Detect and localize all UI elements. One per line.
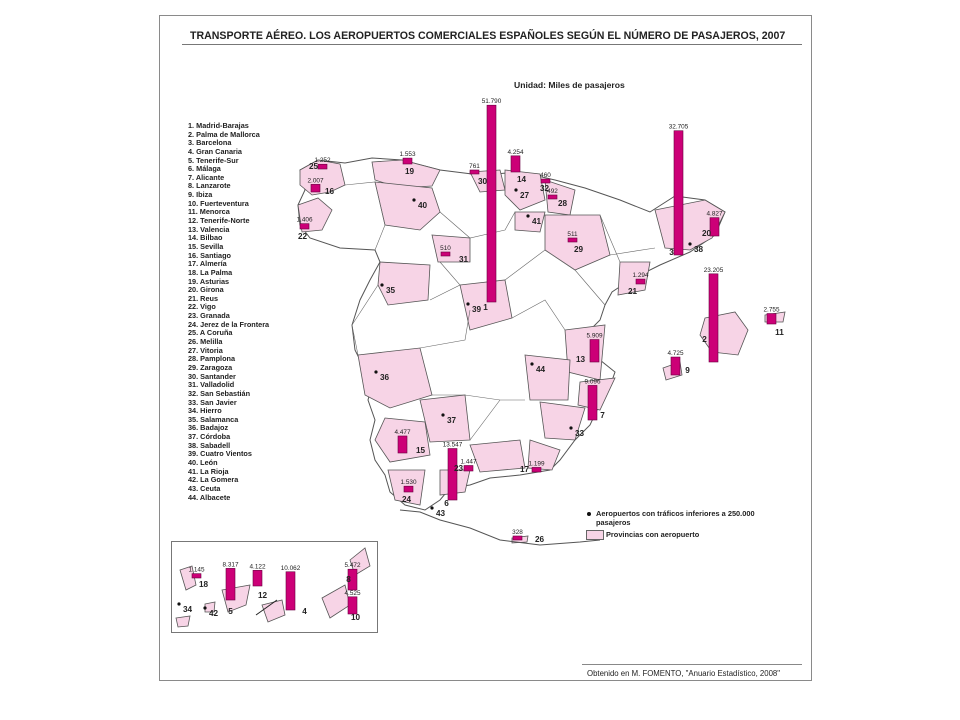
airport-number-label: 13 — [575, 355, 586, 364]
small-airport-marker-icon — [526, 214, 529, 217]
small-airport-marker-icon — [514, 188, 517, 191]
legend-item: 8. Lanzarote — [188, 181, 231, 191]
province-swatch-icon — [586, 530, 604, 540]
province-albacete — [525, 355, 570, 400]
airport-number-label: 16 — [324, 187, 335, 196]
bar-value-label: 5.909 — [586, 332, 603, 340]
small-airport-marker-icon — [569, 426, 572, 429]
legend-item: 34. Hierro — [188, 406, 222, 416]
bar-airport-11 — [767, 314, 776, 324]
map-title: TRANSPORTE AÉREO. LOS AEROPUERTOS COMERCIALES ESPAÑOLES SEGÚN EL NÚMERO DE PASAJEROS, 2007 — [190, 30, 786, 42]
legend-item: 28. Pamplona — [188, 354, 236, 364]
bar-value-label: 2.755 — [763, 306, 780, 314]
small-airport-marker-icon — [530, 362, 533, 365]
airport-number-label: 1 — [483, 303, 488, 312]
bar-airport-29 — [568, 238, 577, 242]
legend-item: 3. Barcelona — [188, 138, 232, 148]
bar-airport-1 — [487, 105, 496, 302]
legend-item: 15. Sevilla — [188, 241, 224, 251]
legend-item: 32. San Sebastián — [188, 388, 251, 398]
legend-item: 19. Asturias — [188, 276, 230, 286]
region-number-label: 37 — [447, 416, 457, 425]
legend-item: 14. Bilbao — [188, 233, 223, 243]
legend-item: 43. Ceuta — [188, 483, 221, 493]
region-number-label: 38 — [694, 245, 704, 254]
legend-item: 38. Sabadell — [188, 440, 231, 450]
region-number-label: 41 — [532, 217, 542, 226]
airport-number-label: 8 — [346, 575, 351, 584]
bar-airport-9 — [671, 357, 680, 375]
bar-value-label: 13.547 — [442, 441, 463, 449]
airport-number-label: 29 — [573, 245, 584, 254]
bar-value-label: 510 — [440, 245, 451, 252]
region-number-label: 35 — [386, 286, 396, 295]
legend-item: 27. Vitoria — [188, 345, 223, 355]
legend-item: 31. Valladolid — [188, 380, 235, 390]
airport-number-label: 3 — [669, 248, 674, 257]
bar-value-label: 4.525 — [344, 589, 361, 597]
province-salamanca — [378, 262, 430, 305]
bar-value-label: 10.062 — [280, 564, 301, 572]
legend-item: 17. Almería — [188, 259, 227, 269]
legend-item: 16. Santiago — [188, 250, 231, 260]
bar-airport-19 — [403, 158, 412, 164]
bar-airport-13 — [590, 340, 599, 362]
airport-number-label: 2 — [702, 335, 707, 344]
small-airport-marker-icon — [380, 283, 383, 286]
legend-item: 22. Vigo — [188, 302, 216, 312]
bar-value-label: 8.317 — [222, 561, 239, 569]
north-africa-coast — [400, 510, 600, 545]
bar-airport-6 — [448, 449, 457, 500]
bar-value-label: 32.705 — [668, 123, 689, 131]
key-provinces: Provincias con aeropuerto — [606, 530, 700, 539]
airport-number-label: 22 — [297, 232, 308, 241]
airport-number-label: 12 — [257, 591, 268, 600]
legend-item: 9. Ibiza — [188, 190, 213, 200]
bar-airport-21 — [636, 279, 645, 284]
source-note: Obtenido en M. FOMENTO, "Anuario Estadístico, 2008" — [587, 669, 781, 678]
legend-item: 5. Tenerife-Sur — [188, 155, 239, 165]
legend-item: 12. Tenerife-Norte — [188, 216, 250, 226]
legend-item: 20. Girona — [188, 285, 224, 295]
airport-number-label: 11 — [775, 328, 784, 337]
legend-item: 30. Santander — [188, 371, 236, 381]
bar-airport-26 — [513, 536, 522, 540]
airport-number-label: 6 — [444, 499, 449, 508]
bar-value-label: 9.096 — [584, 378, 601, 386]
airport-number-label: 19 — [404, 167, 415, 176]
bar-value-label: 1.145 — [188, 566, 205, 574]
airport-number-label: 9 — [685, 366, 690, 375]
province-granada — [470, 440, 525, 472]
airport-number-label: 26 — [534, 535, 545, 544]
bar-value-label: 2.007 — [307, 177, 324, 185]
legend-item: 6. Málaga — [188, 164, 221, 174]
bar-value-label: 4.122 — [249, 563, 266, 571]
legend-item: 24. Jerez de la Frontera — [188, 319, 270, 329]
region-number-label: 36 — [380, 373, 390, 382]
legend-item: 18. La Palma — [188, 267, 233, 277]
bar-airport-25 — [318, 164, 327, 169]
bar-value-label: 51.790 — [481, 98, 502, 106]
canary-inset-frame — [171, 541, 378, 633]
region-number-label: 44 — [536, 365, 546, 374]
bar-value-label: 1.406 — [296, 216, 313, 224]
bar-value-label: 4.725 — [667, 350, 684, 358]
bar-value-label: 23.205 — [703, 266, 724, 274]
bar-airport-20 — [710, 218, 719, 236]
bar-airport-30 — [470, 170, 479, 174]
bar-airport-17 — [532, 467, 541, 472]
bar-airport-24 — [404, 486, 413, 492]
bar-value-label: 1.294 — [632, 272, 649, 280]
legend-item: 21. Reus — [188, 293, 219, 303]
legend-item: 2. Palma de Mallorca — [188, 129, 260, 139]
airport-number-label: 20 — [701, 229, 712, 238]
bar-airport-2 — [709, 274, 718, 362]
small-airport-marker-icon — [430, 506, 433, 509]
small-airport-marker-icon — [374, 370, 377, 373]
bar-airport-23 — [464, 466, 473, 471]
bar-value-label: 460 — [540, 172, 551, 179]
legend-item: 29. Zaragoza — [188, 362, 233, 372]
bar-value-label: 1.252 — [314, 157, 331, 165]
airport-number-label: 5 — [228, 607, 233, 616]
airport-number-label: 17 — [519, 465, 530, 474]
small-airport-dot-icon — [587, 512, 591, 516]
bar-value-label: 1.553 — [399, 151, 416, 159]
airport-number-label: 21 — [627, 287, 638, 296]
bar-value-label: 511 — [567, 231, 578, 238]
legend-item: 39. Cuatro Vientos — [188, 449, 252, 459]
airport-number-label: 18 — [198, 580, 209, 589]
bar-airport-32 — [541, 179, 550, 183]
bar-airport-16 — [311, 184, 320, 192]
small-airport-marker-icon — [466, 302, 469, 305]
legend-item: 33. San Javier — [188, 397, 237, 407]
legend-item: 40. León — [188, 457, 218, 467]
unit-label: Unidad: Miles de pasajeros — [514, 80, 625, 90]
region-number-label: 34 — [183, 605, 193, 614]
region-number-label: 27 — [520, 191, 530, 200]
small-airport-marker-icon — [412, 198, 415, 201]
bar-value-label: 4.477 — [394, 428, 411, 436]
legend-item: 41. La Rioja — [188, 466, 229, 476]
region-number-label: 40 — [418, 201, 428, 210]
airport-number-label: 25 — [308, 162, 319, 171]
legend-item: 23. Granada — [188, 311, 230, 321]
airport-number-label: 28 — [557, 199, 568, 208]
bar-value-label: 761 — [469, 163, 480, 170]
legend-item: 10. Fuerteventura — [188, 198, 249, 208]
airport-number-label: 4 — [302, 607, 307, 616]
legend-item: 25. A Coruña — [188, 328, 233, 338]
bar-value-label: 1.199 — [528, 460, 545, 468]
region-number-label: 42 — [209, 609, 219, 618]
small-airport-marker-icon — [688, 242, 691, 245]
bar-value-label: 328 — [512, 529, 523, 536]
island-mallorca — [700, 312, 748, 355]
small-airport-marker-icon — [441, 413, 444, 416]
bar-airport-28 — [548, 195, 557, 199]
bar-airport-14 — [511, 156, 520, 172]
legend-item: 36. Badajoz — [188, 423, 229, 433]
legend-item: 7. Alicante — [188, 172, 225, 182]
airport-number-label: 23 — [453, 464, 464, 473]
legend-item: 35. Salamanca — [188, 414, 239, 424]
source-divider — [582, 664, 802, 665]
bar-airport-7 — [588, 385, 597, 420]
airport-number-label: 10 — [350, 613, 361, 622]
airport-number-label: 14 — [516, 175, 527, 184]
bar-value-label: 492 — [547, 188, 558, 195]
legend-item: 26. Melilla — [188, 337, 223, 347]
legend-item: 13. Valencia — [188, 224, 230, 234]
bar-value-label: 4.827 — [706, 210, 723, 218]
bar-airport-3 — [674, 131, 683, 255]
airport-number-label: 24 — [401, 495, 412, 504]
airport-number-label: 32 — [539, 184, 550, 193]
region-number-label: 43 — [436, 509, 446, 518]
key-small-airports: Aeropuertos con tráficos inferiores a 250.000 pasajeros — [596, 509, 755, 527]
bar-value-label: 5.472 — [344, 562, 361, 570]
airport-number-label: 7 — [600, 411, 605, 420]
airport-number-label: 30 — [477, 177, 488, 186]
bar-value-label: 1.447 — [460, 458, 477, 466]
bar-value-label: 1.530 — [400, 479, 417, 487]
bar-airport-15 — [398, 436, 407, 453]
bar-airport-31 — [441, 252, 450, 256]
legend-item: 44. Albacete — [188, 492, 231, 502]
region-number-label: 33 — [575, 429, 585, 438]
airport-number-label: 15 — [415, 446, 426, 455]
legend-item: 1. Madrid-Barajas — [188, 121, 249, 130]
bar-airport-22 — [300, 224, 309, 229]
region-number-label: 39 — [472, 305, 482, 314]
legend-item: 37. Córdoba — [188, 432, 231, 442]
legend-item: 42. La Gomera — [188, 475, 239, 485]
legend-item: 4. Gran Canaria — [188, 146, 242, 156]
bar-value-label: 4.254 — [507, 148, 524, 156]
legend-item: 11. Menorca — [188, 207, 230, 217]
airport-number-label: 31 — [458, 255, 469, 264]
